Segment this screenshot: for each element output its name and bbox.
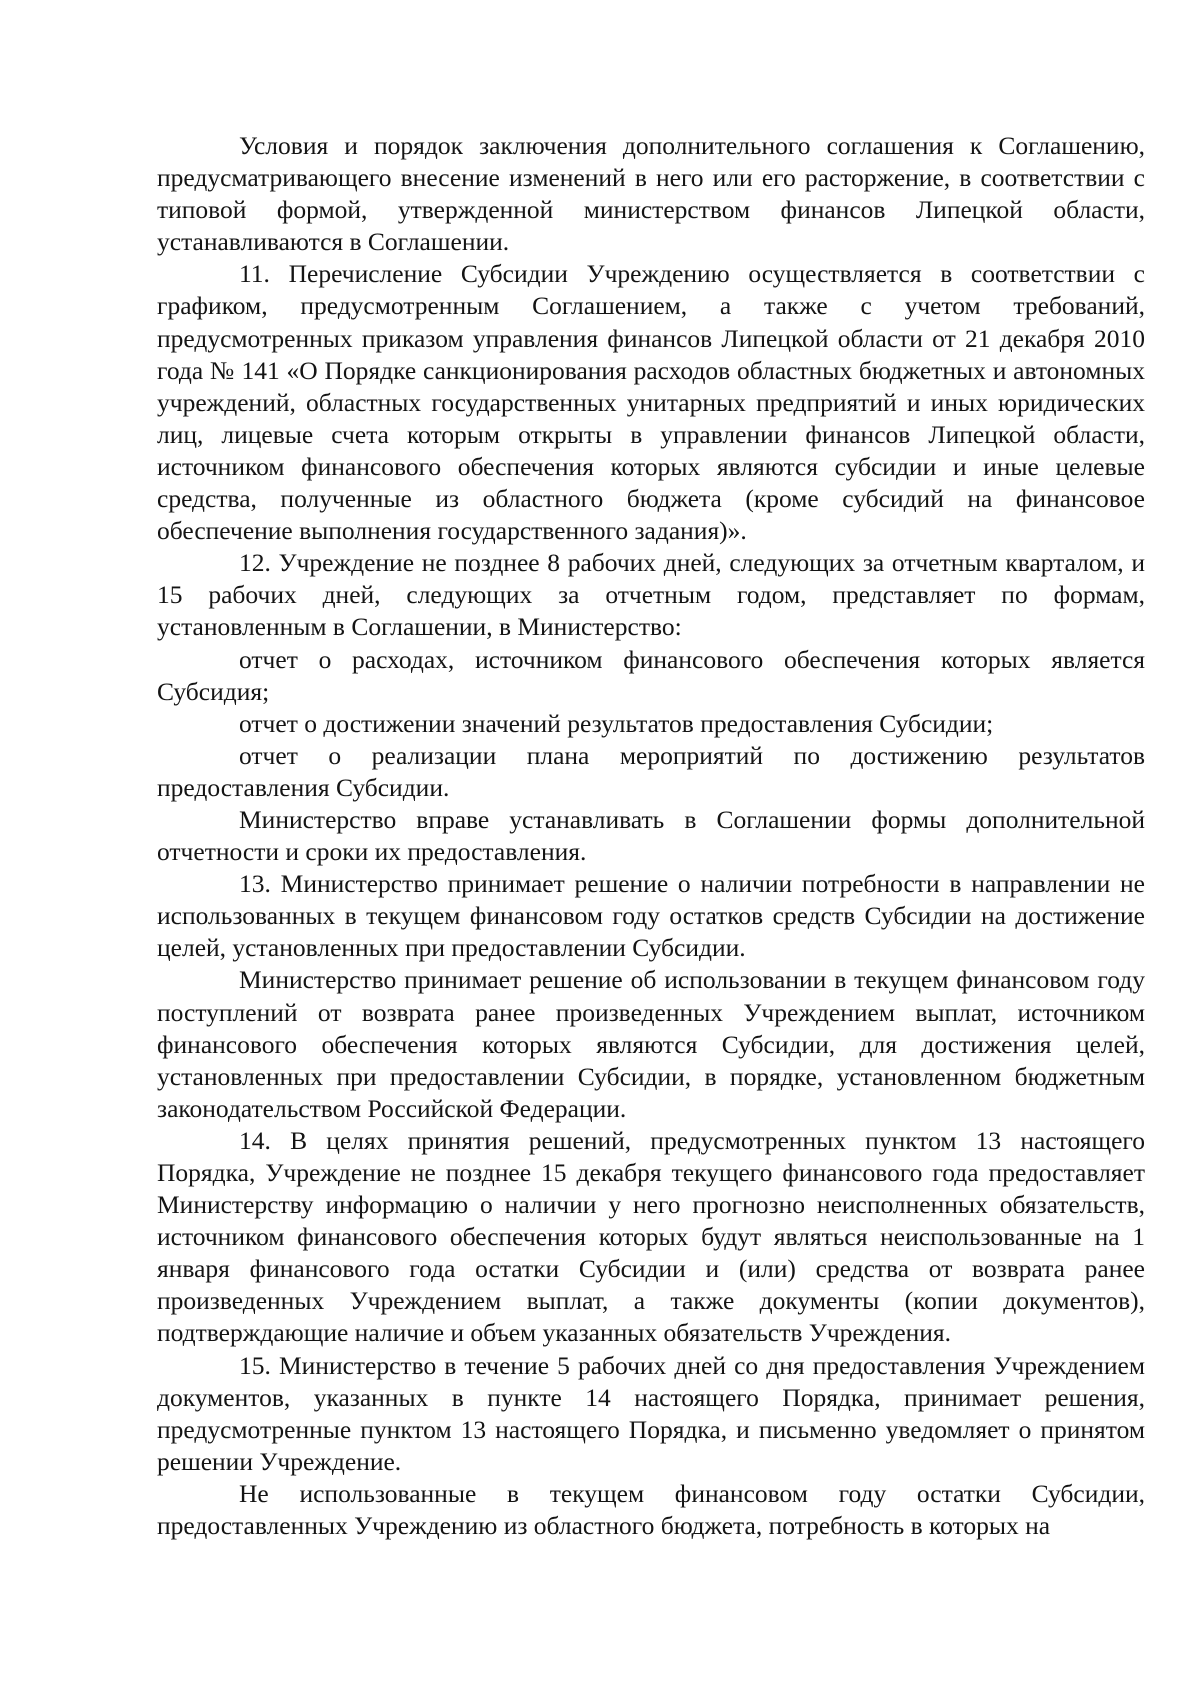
paragraph-unused-balances: Не использованные в текущем финансовом году остатки Субсидии, предоставленных Учреждению из областного бюджета, потребность в которых на xyxy=(157,1478,1145,1541)
paragraph-report-results: отчет о достижении значений результатов предоставления Субсидии; xyxy=(239,708,994,738)
paragraph-additional-reporting: Министерство вправе устанавливать в Соглашении формы дополнительной отчетности и сроки их предоставления. xyxy=(157,804,1145,867)
paragraph-12-reporting: 12. Учреждение не позднее 8 рабочих дней, следующих за отчетным кварталом, и 15 рабочих дней, следующих за отчетным годом, представляет по формам, установленным в Соглашении, в Министерство: xyxy=(157,548,1145,642)
paragraph-14-information: 14. В целях принятия решений, предусмотренных пунктом 13 настоящего Порядка, Учреждение не позднее 15 декабря текущего финансового года предоставляет Министерству информацию о наличии у него прогнозно неисполненных обязательств, источником финансового обеспечения которых будут являться неиспользованные на 1 января финансового года остатки Субсидии и (или) средства от возврата ранее произведенных Учреждением выплат, а также документы (копии документов), подтверждающие наличие и объем указанных обязательств Учреждения. xyxy=(157,1125,1145,1348)
document-page xyxy=(157,130,1145,1542)
paragraph-13-decision: 13. Министерство принимает решение о наличии потребности в направлении не использованных в текущем финансовом году остатков средств Субсидии на достижение целей, установленных при предоставлении Субсидии. xyxy=(157,869,1145,963)
paragraph-11-transfer: 11. Перечисление Субсидии Учреждению осуществляется в соответствии с графиком, предусмотренным Соглашением, а также с учетом требований, предусмотренных приказом управления финансов Липецкой области от 21 декабря 2010 года № 141 «О Порядке санкционирования расходов областных бюджетных и автономных учреждений, областных государственных унитарных предприятий и иных юридических лиц, лицевые счета которым открыты в управлении финансов Липецкой области, источником финансового обеспечения которых являются субсидии и иные целевые средства, полученные из областного бюджета (кроме субсидий на финансовое обеспечение выполнения государственного задания)». xyxy=(157,259,1145,546)
paragraph-agreement-terms: Условия и порядок заключения дополнительного соглашения к Соглашению, предусматривающего внесение изменений в него или его расторжение, в соответствии с типовой формой, утвержденной министерством финансов Липецкой области, устанавливаются в Соглашении. xyxy=(157,131,1145,257)
paragraph-13-refunds: Министерство принимает решение об использовании в текущем финансовом году поступлений от возврата ранее произведенных Учреждением выплат, источником финансового обеспечения которых являются Субсидии, для достижения целей, установленных при предоставлении Субсидии, в порядке, установленном бюджетным законодательством Российской Федерации. xyxy=(157,965,1145,1123)
paragraph-report-expenses: отчет о расходах, источником финансового обеспечения которых является Субсидия; xyxy=(157,644,1145,706)
paragraph-15-ministry-decision: 15. Министерство в течение 5 рабочих дней со дня предоставления Учреждением документов, указанных в пункте 14 настоящего Порядка, принимает решения, предусмотренные пунктом 13 настоящего Порядка, и письменно уведомляет о принятом решении Учреждение. xyxy=(157,1350,1145,1476)
paragraph-report-plan: отчет о реализации плана мероприятий по достижению результатов предоставления Субсидии. xyxy=(157,740,1145,802)
